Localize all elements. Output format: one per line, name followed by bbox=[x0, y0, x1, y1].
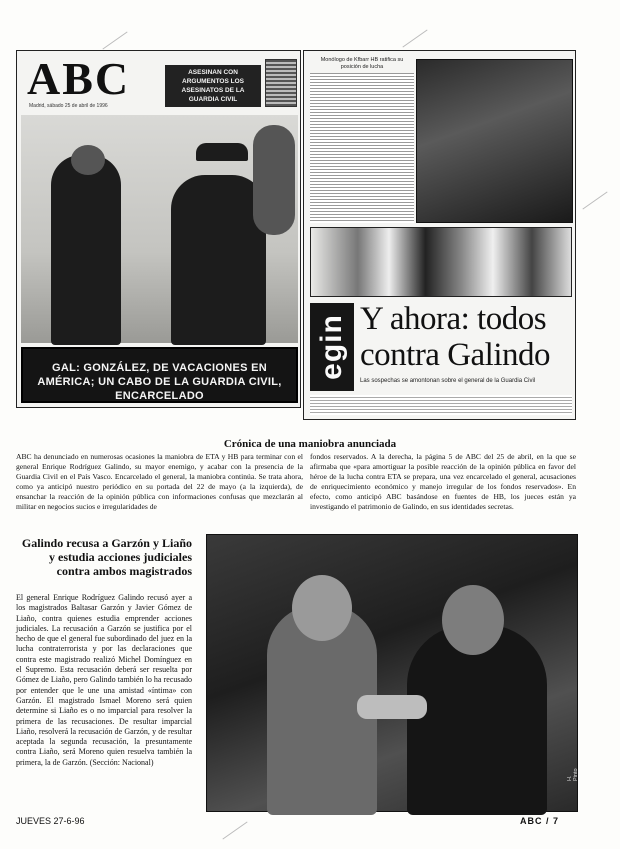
photo-figure-left bbox=[51, 155, 121, 345]
photo-figure-left-head bbox=[71, 145, 105, 175]
abc-teaser: ASESINAN CON ARGUMENTOS LOS ASESINATOS DE LA GUARDIA CIVIL bbox=[165, 65, 261, 107]
photo-figure-right bbox=[171, 175, 266, 345]
egin-front-page bbox=[303, 50, 576, 420]
abc-side-box bbox=[265, 59, 297, 107]
abc-logo: ABC bbox=[27, 53, 131, 104]
scan-mark bbox=[222, 821, 247, 839]
photo-figure-back bbox=[253, 125, 295, 235]
footer-page-number: ABC / 7 bbox=[520, 816, 560, 826]
footer-date: JUEVES 27-6-96 bbox=[16, 816, 85, 826]
egin-middle-photo bbox=[310, 227, 572, 297]
photo-person-left-head bbox=[292, 575, 352, 641]
scan-mark bbox=[402, 29, 427, 47]
egin-top-photo bbox=[416, 59, 573, 223]
egin-caption: Monólogo de Kfbarr HB ratifica su posición de lucha bbox=[320, 57, 404, 70]
galindo-photo bbox=[206, 534, 578, 812]
egin-subhead: Las sospechas se amontonan sobre el general de la Guardia Civil bbox=[360, 378, 536, 384]
cronica-title: Crónica de una maniobra anunciada bbox=[223, 438, 397, 450]
abc-front-page bbox=[16, 50, 301, 408]
egin-logo-text: egin bbox=[315, 314, 349, 380]
scan-mark bbox=[582, 191, 607, 209]
photo-figure-hat bbox=[196, 143, 248, 161]
photo-credit: H. Pinto bbox=[567, 768, 579, 781]
cronica-left-column: ABC ha denunciado en numerosas ocasiones la maniobra de ETA y HB para terminar con el general Enrique Rodríguez Galindo, su mayor enemigo, y acabar con la presencia de la Guardia Civil en el País Vasco. Encarcelado el general, la maniobra continúa. Se trata ahora, como ya anticipó nuestro periódico en su portada del 22 de mayo (a la izquierda), de ensanchar la reacción de la opinión pública con informaciones confusas que mezclarán al militar en negocios sucios e irregularidades de bbox=[16, 452, 303, 511]
cronica-right-column: fondos reservados. A la derecha, la página 5 de ABC del 25 de abril, en la que se afirmaba que «para amortiguar la posible reacción de la opinión pública en favor del héroe de la lucha contra ETA se prepara, una vez encarcelado el general, acusaciones de enriquecimiento económico y manejo irregular de los fondos reservados». En efecto, como anticipó ABC basándose en fuentes de HB, los jueces están ya investigando el patrimonio de Galindo, en sus identidades secretas. bbox=[310, 452, 576, 511]
egin-logo bbox=[310, 303, 354, 391]
egin-text-column bbox=[310, 73, 414, 223]
galindo-body: El general Enrique Rodríguez Galindo recusó ayer a los magistrados Baltasar Garzón y Javier Gómez de Liaño, contra quienes estudia emprender acciones judiciales. La recusación a Garzón se justifica por el hecho de que el general fue subordinado del juez en la lucha contraterrorista y por las declaraciones que contra este magistrado realizó Michel Domínguez en el Supremo. Esta recusación deberá ser resuelta por Gómez de Liaño, pero Galindo también lo ha recusado por entender que le une una amistad «íntima» con Garzón. El magistrado Ismael Moreno será quien determine si Liaño es o no imparcial para resolver la primera de las recusaciones. De resultar imparcial Liaño, resolverá la recusación de Garzón, y de resultar aceptada la segunda recusación, la presuntamente contra Liaño, será Moreno quien resuelva también la primera, la de Garzón. (Sección: Nacional) bbox=[16, 593, 192, 767]
abc-front-banner: GAL: GONZÁLEZ, DE VACACIONES EN AMÉRICA; UN CABO DE LA GUARDIA CIVIL, ENCARCELADO bbox=[21, 347, 298, 403]
scan-mark bbox=[102, 31, 127, 49]
galindo-headline: Galindo recusa a Garzón y Liaño y estudia acciones judiciales contra ambos magistrados bbox=[21, 536, 192, 578]
egin-footer-text bbox=[310, 395, 572, 415]
abc-front-photo bbox=[21, 115, 298, 343]
photo-handshake bbox=[357, 695, 427, 719]
photo-person-right-head bbox=[442, 585, 504, 655]
egin-headline: Y ahora: todos contra Galindo bbox=[360, 301, 551, 373]
abc-dateline: Madrid, sábado 25 de abril de 1996 bbox=[29, 103, 108, 109]
